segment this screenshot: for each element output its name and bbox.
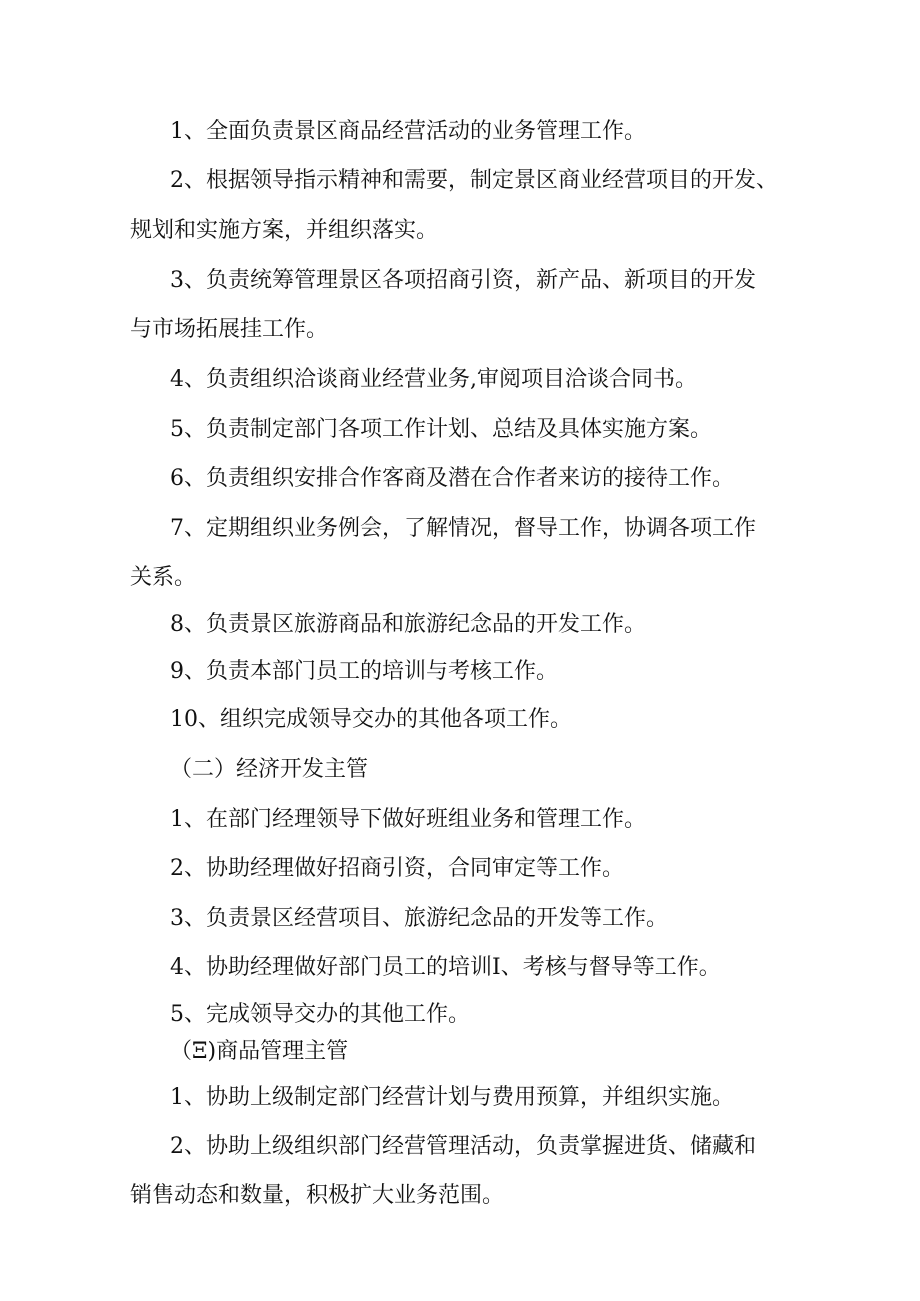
paragraph-6 [130, 465, 810, 493]
paragraph-3-continued [130, 316, 810, 344]
paragraph-1 [130, 118, 810, 146]
paragraph-line: 与市场拓展挂工作。 [130, 317, 329, 342]
paragraph-line: 1、全面负责景区商品经营活动的业务管理工作。 [170, 119, 646, 144]
paragraph-16 [130, 1084, 810, 1112]
paragraph-7-continued [130, 564, 810, 592]
paragraph-line: 5、完成领导交办的其他工作。 [170, 1002, 470, 1027]
section-heading-2 [130, 756, 810, 784]
heading-text: （二）经济开发主管 [170, 757, 369, 782]
paragraph-line: 10、组织完成领导交办的其他各项工作。 [170, 707, 572, 732]
heading-text: （Ξ)商品管理主管 [170, 1039, 349, 1064]
paragraph-3 [130, 267, 810, 295]
paragraph-11 [130, 806, 810, 834]
section-heading-3 [130, 1038, 810, 1066]
paragraph-line: 3、负责景区经营项目、旅游纪念品的开发等工作。 [170, 906, 668, 931]
paragraph-line: 1、协助上级制定部门经营计划与费用预算，并组织实施。 [170, 1085, 734, 1110]
paragraph-line: 关系。 [130, 565, 197, 590]
paragraph-10 [130, 706, 810, 734]
paragraph-line: 3、负责统筹管理景区各项招商引资，新产品、新项目的开发 [170, 268, 756, 293]
paragraph-2-continued [130, 217, 810, 245]
paragraph-line: 销售动态和数量，积极扩大业务范围。 [130, 1183, 505, 1208]
paragraph-17-continued [130, 1182, 810, 1210]
paragraph-17 [130, 1133, 810, 1161]
paragraph-line: 1、在部门经理领导下做好班组业务和管理工作。 [170, 807, 646, 832]
paragraph-line: 2、根据领导指示精神和需要，制定景区商业经营项目的开发、 [170, 168, 778, 193]
paragraph-line: 规划和实施方案，并组织落实。 [130, 218, 439, 243]
paragraph-15 [130, 1001, 810, 1029]
paragraph-12 [130, 855, 810, 883]
paragraph-8 [130, 611, 810, 639]
paragraph-5 [130, 416, 810, 444]
paragraph-line: 6、负责组织安排合作客商及潜在合作者来访的接待工作。 [170, 466, 734, 491]
paragraph-2 [130, 167, 810, 195]
paragraph-line: 8、负责景区旅游商品和旅游纪念品的开发工作。 [170, 612, 646, 637]
paragraph-14 [130, 954, 810, 982]
paragraph-line: 5、负责制定部门各项工作计划、总结及具体实施方案。 [170, 417, 712, 442]
paragraph-line: 7、定期组织业务例会，了解情况，督导工作，协调各项工作 [170, 516, 756, 541]
paragraph-line: 4、负责组织洽谈商业经营业务,审阅项目洽谈合同书。 [170, 367, 697, 392]
paragraph-line: 2、协助经理做好招商引资，合同审定等工作。 [170, 856, 624, 881]
paragraph-line: 4、协助经理做好部门员工的培训I、考核与督导等工作。 [170, 955, 721, 980]
paragraph-4 [130, 366, 810, 394]
paragraph-9 [130, 658, 810, 686]
paragraph-13 [130, 905, 810, 933]
paragraph-7 [130, 515, 810, 543]
paragraph-line: 2、协助上级组织部门经营管理活动，负责掌握进货、储藏和 [170, 1134, 756, 1159]
paragraph-line: 9、负责本部门员工的培训与考核工作。 [170, 659, 558, 684]
